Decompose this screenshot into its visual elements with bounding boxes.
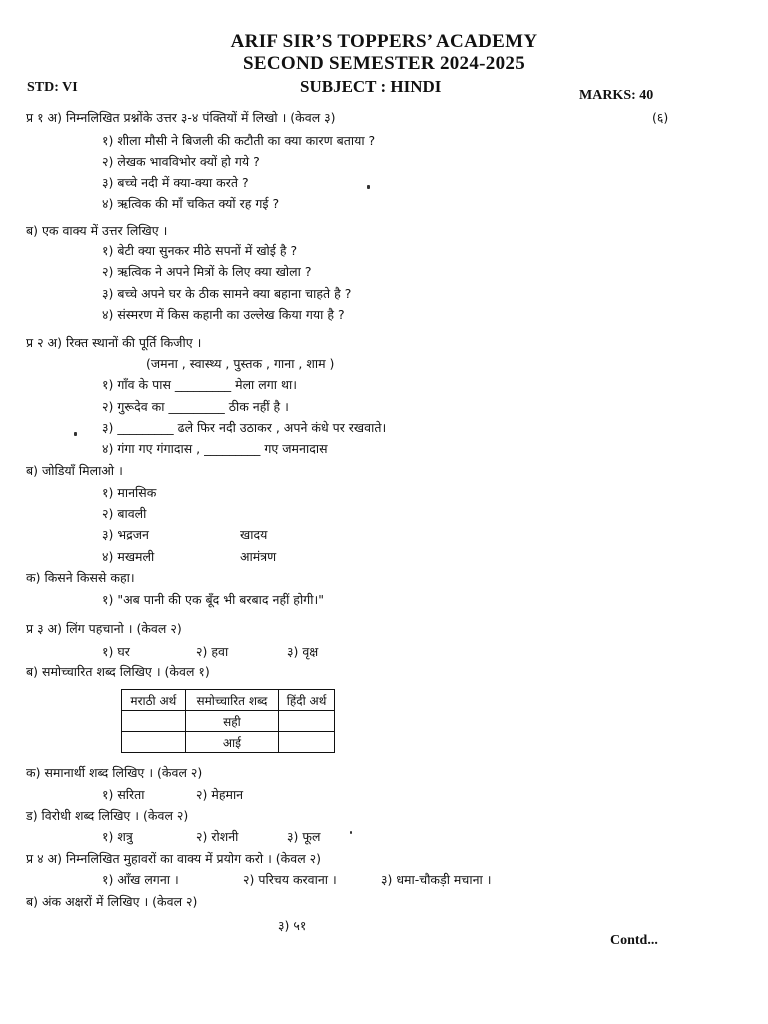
table-cell <box>122 711 186 732</box>
q2b-left-item-2: २) बावली <box>102 506 147 521</box>
table-row <box>122 711 335 732</box>
q2a-item-4: ४) गंगा गए गंगादास , _________ गए जमनादास <box>102 441 328 456</box>
table-cell <box>279 711 335 732</box>
q2a-item-2: २) गुरूदेव का _________ ठीक नहीं है । <box>102 399 289 414</box>
q1a-item-4: ४) ऋत्विक की माँ चकित क्यों रह गई ? <box>102 196 280 211</box>
q2b-left-item-1: १) मानसिक <box>102 485 157 500</box>
q3d-item-2: २) रोशनी <box>196 829 239 844</box>
q4a-item-3: ३) धमा-चौकड़ी मचाना । <box>381 872 492 887</box>
q2a-heading: प्र २ अ) रिक्त स्थानों की पूर्ति किजीए । <box>26 335 202 350</box>
q2b-left-item-4: ४) मखमली <box>102 549 155 564</box>
q1a-marks: (६) <box>652 110 669 125</box>
q3c-heading: क) समानार्थी शब्द लिखिए । (केवल २) <box>26 765 203 780</box>
scan-speck <box>367 185 370 189</box>
q4a-item-1: १) आँख लगना । <box>102 872 179 887</box>
q1a-item-1: १) शीला मौसी ने बिजली की कटौती का क्या कारण बताया ? <box>102 133 376 148</box>
q2b-right-item-2: आमंत्रण <box>240 549 277 564</box>
q4a-heading: प्र ४ अ) निम्नलिखित मुहावरों का वाक्य में प्रयोग करो । (केवल २) <box>26 851 322 866</box>
q3a-item-3: ३) वृक्ष <box>287 644 319 659</box>
table-header-row <box>122 690 335 711</box>
q1b-item-1: १) बेटी क्या सुनकर मीठे सपनों में खोई है ? <box>102 243 298 258</box>
q4a-item-2: २) परिचय करवाना । <box>243 872 337 887</box>
q1b-item-2: २) ऋत्विक ने अपने मित्रों के लिए क्या खोला ? <box>102 264 312 279</box>
q3a-heading: प्र ३ अ) लिंग पहचानो । (केवल २) <box>26 621 182 636</box>
q3c-item-1: १) सरिता <box>102 787 145 802</box>
school-name: ARIF SIR’S TOPPERS’ ACADEMY <box>230 31 538 52</box>
q2a-item-1: १) गाँव के पास _________ मेला लगा था। <box>102 377 297 392</box>
q2a-item-3: ३) _________ ढले फिर नदी उठाकर , अपने कंधे पर रखवाते। <box>102 420 387 435</box>
subject-label: SUBJECT : HINDI <box>300 77 442 96</box>
q3b-heading: ब) समोच्चारित शब्द लिखिए । (केवल १) <box>26 664 210 679</box>
q2a-word-options: (जमना , स्वास्थ्य , पुस्तक , गाना , शाम ) <box>146 356 335 371</box>
table-header-hindi: हिंदी अर्थ <box>279 690 335 711</box>
q1a-item-2: २) लेखक भावविभोर क्यों हो गये ? <box>102 154 260 169</box>
q3d-heading: ड) विरोधी शब्द लिखिए । (केवल २) <box>26 808 189 823</box>
q1b-item-3: ३) बच्चे अपने घर के ठीक सामने क्या बहाना चाहते है ? <box>102 286 352 301</box>
q3d-item-3: ३) फूल <box>287 829 321 844</box>
q3c-item-2: २) मेहमान <box>196 787 244 802</box>
table-header-homophone: समोच्चारित शब्द <box>185 690 278 711</box>
table-header-marathi: मराठी अर्थ <box>122 690 186 711</box>
table-cell <box>279 732 335 753</box>
exam-title: SECOND SEMESTER 2024-2025 <box>243 53 525 74</box>
q4b-heading: ब) अंक अक्षरों में लिखिए । (केवल २) <box>26 894 198 909</box>
q2b-right-item-1: खादय <box>240 527 268 542</box>
standard-label: STD: VI <box>27 80 78 95</box>
q1b-heading: ब) एक वाक्य में उत्तर लिखिए । <box>26 223 168 238</box>
scan-speck <box>350 831 352 834</box>
q2c-item-1: १) "अब पानी की एक बूँद भी बरबाद नहीं होगी।" <box>102 592 324 607</box>
q3d-item-1: १) शत्रु <box>102 829 133 844</box>
q1b-item-4: ४) संस्मरण में किस कहानी का उल्लेख किया गया है ? <box>102 307 345 322</box>
table-cell <box>122 732 186 753</box>
q1a-heading: प्र १ अ) निम्नलिखित प्रश्नोंके उत्तर ३-४ पंक्तियों में लिखो । (केवल ३) <box>26 110 336 125</box>
scan-speck <box>74 432 77 436</box>
marks-label: MARKS: 40 <box>579 88 654 103</box>
q2b-heading: ब) जोडियाँ मिलाओ । <box>26 463 123 478</box>
q3a-item-1: १) घर <box>102 644 130 659</box>
q3a-item-2: २) हवा <box>196 644 229 659</box>
homophone-table <box>121 689 335 753</box>
q2b-left-item-3: ३) भद्रजन <box>102 527 149 542</box>
q1a-item-3: ३) बच्चे नदी में क्या-क्या करते ? <box>102 175 249 190</box>
table-row <box>122 732 335 753</box>
table-cell: आई <box>185 732 278 753</box>
continued-note: Contd... <box>610 933 658 948</box>
q2c-heading: क) किसने किससे कहा। <box>26 570 135 585</box>
table-cell: सही <box>185 711 278 732</box>
q4b-item-3: ३) ५१ <box>278 918 307 933</box>
